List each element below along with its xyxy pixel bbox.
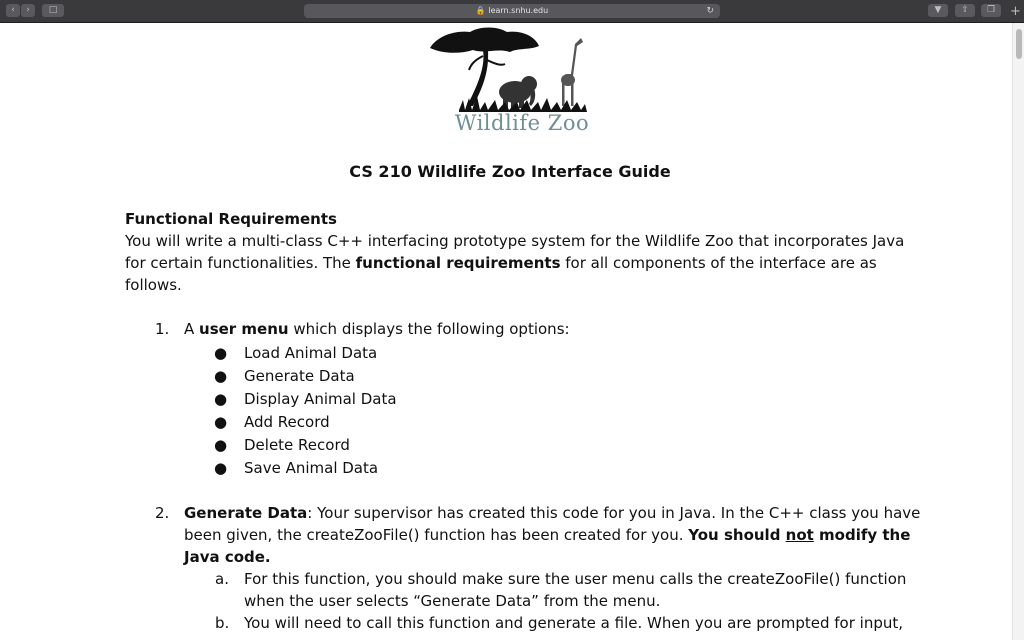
sidebar-icon: □ — [48, 5, 58, 15]
item-1-post: which displays the following options: — [288, 320, 570, 338]
list-number-2: 2. — [155, 504, 170, 522]
download-icon: ▼ — [934, 5, 942, 15]
sub-letter-b: b. — [215, 614, 230, 632]
bullet-icon: ● — [214, 436, 228, 454]
scrollbar[interactable] — [1012, 23, 1024, 640]
list-number-1: 1. — [155, 320, 170, 338]
sub-a-line-2: when the user selects “Generate Data” from the menu. — [244, 592, 661, 610]
option-save-animal-data: Save Animal Data — [244, 459, 379, 477]
logo-text: Wildlife Zoo — [454, 111, 590, 135]
item-2-line-3: Java code. — [184, 548, 271, 566]
tabs-icon: ❐ — [986, 5, 996, 15]
url-text: learn.snhu.edu — [488, 6, 549, 15]
intro-line-2 — [125, 252, 877, 274]
option-delete-record: Delete Record — [244, 436, 350, 454]
share-icon: ⇧ — [961, 5, 969, 15]
tabs-overview-button[interactable] — [981, 4, 1001, 17]
item-2-line-1-post: : Your supervisor has created this code for you in Java. In the C++ class you have — [307, 504, 921, 522]
item-2-line-1 — [184, 502, 920, 524]
item-2-line-2-bold-post: modify the — [813, 526, 911, 544]
sub-a-line-1: For this function, you should make sure the user menu calls the createZooFile() function — [244, 570, 907, 588]
sidebar-button[interactable] — [42, 4, 64, 17]
bullet-icon: ● — [214, 413, 228, 431]
item-2-line-2-pre: been given, the createZooFile() function has been created for you. — [184, 526, 689, 544]
item-1-bold: user menu — [199, 320, 289, 338]
option-generate-data: Generate Data — [244, 367, 355, 385]
intro-line-1: You will write a multi-class C++ interfacing prototype system for the Wildlife Zoo that incorporates Java — [125, 232, 905, 250]
wildlife-zoo-logo — [425, 24, 595, 114]
address-bar[interactable] — [304, 4, 720, 18]
bullet-icon: ● — [214, 390, 228, 408]
item-1-text — [184, 318, 570, 340]
new-tab-button[interactable]: + — [1010, 4, 1021, 19]
document-title: CS 210 Wildlife Zoo Interface Guide — [349, 162, 671, 181]
downloads-button[interactable] — [928, 4, 948, 17]
item-2-line-2 — [184, 524, 910, 546]
forward-button[interactable]: › — [21, 4, 35, 17]
option-load-animal-data: Load Animal Data — [244, 344, 378, 362]
intro-line-2-post: for all components of the interface are as — [560, 254, 877, 272]
item-2-bold: Generate Data — [184, 504, 308, 522]
item-2-not-underlined: not — [785, 526, 814, 544]
giraffe-silhouette — [561, 38, 583, 106]
intro-line-2-pre: for certain functionalities. The — [125, 254, 356, 272]
option-add-record: Add Record — [244, 413, 330, 431]
share-button[interactable] — [955, 4, 975, 17]
tree-canopy — [430, 28, 539, 53]
bullet-icon: ● — [214, 367, 228, 385]
intro-line-3: follows. — [125, 276, 182, 294]
scrollbar-thumb[interactable] — [1016, 29, 1022, 59]
section-heading: Functional Requirements — [125, 210, 337, 228]
lock-icon: 🔒 — [475, 6, 486, 15]
reload-icon[interactable]: ↻ — [706, 6, 714, 16]
item-2-line-2-bold: You should — [688, 526, 786, 544]
back-button[interactable]: ‹ — [6, 4, 20, 17]
intro-line-2-bold: functional requirements — [355, 254, 561, 272]
browser-toolbar — [0, 0, 1024, 23]
bullet-icon: ● — [214, 344, 228, 362]
bullet-icon: ● — [214, 459, 228, 477]
sub-b-line-1: You will need to call this function and generate a file. When you are prompted for input, — [244, 614, 904, 632]
sub-letter-a: a. — [215, 570, 229, 588]
option-display-animal-data: Display Animal Data — [244, 390, 397, 408]
item-1-pre: A — [184, 320, 200, 338]
